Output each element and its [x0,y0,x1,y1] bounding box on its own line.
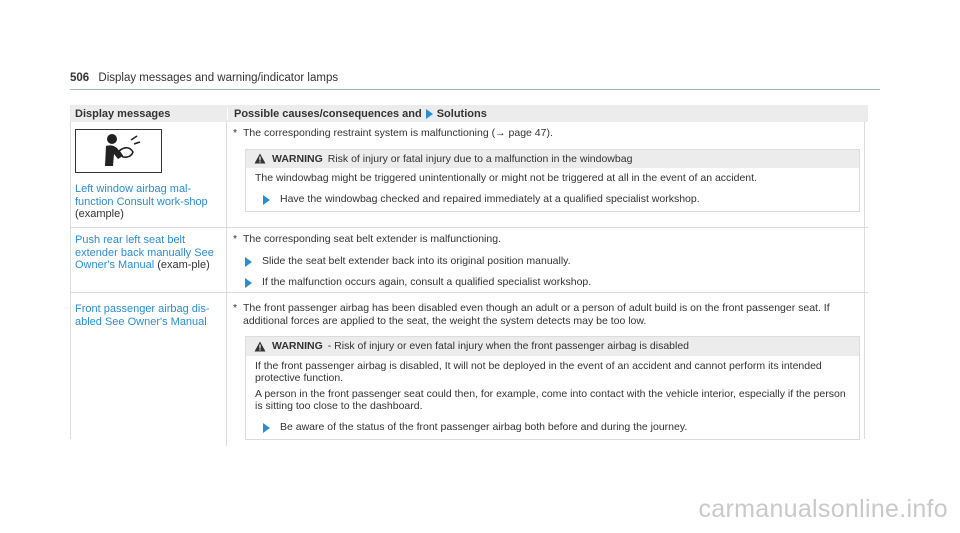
warning-triangle-icon [254,341,266,352]
warning-label: WARNING [272,340,323,352]
warning-box [245,149,860,213]
message-suffix: (example) [75,208,124,220]
cause-text: The corresponding seat belt extender is malfunctioning. [243,233,501,245]
causes-cell [227,122,868,227]
page-header [70,72,880,84]
col-header-display-messages: Display messages [75,107,171,120]
messages-table [70,105,868,446]
step-arrow-icon [263,423,270,433]
step-text: Slide the seat belt extender back into its original position manually. [262,254,571,267]
warning-text: If the front passenger airbag is disabled, It will not be deployed in the event of an accident and cannot perform its intended protective function. [255,359,822,384]
display-message-cell [70,293,227,446]
solution-step [245,276,860,289]
warning-label: WARNING [272,152,323,165]
step-arrow-icon [263,195,270,205]
warning-text: A person in the front passenger seat could then, for example, come into contact with the vehicle interior, especially if the person is sitting too close to the dashboard. [255,387,846,412]
warning-header [246,150,859,169]
solution-step [255,193,850,206]
col-header-solutions-text: Solutions [436,107,487,120]
solution-step [245,255,860,268]
airbag-person-icon [75,129,162,173]
warning-title: - Risk of injury or even fatal injury when the front passenger airbag is disabled [327,340,690,352]
step-arrow-icon [245,278,252,288]
step-text: Be aware of the status of the front passenger airbag both before and during the journey. [280,420,688,433]
message-text: Front passenger airbag dis-abled See Owner's Manual [75,303,210,328]
page-number: 506 [70,72,90,84]
cause-text: The front passenger airbag has been disabled even though an adult or a person of adult build is on the front passenger seat. If additional forces are applied to the seat, the weight the system detects may be too low. [243,302,830,327]
warning-title: Risk of injury or fatal injury due to a malfunction in the windowbag [327,152,633,165]
table-header [70,105,868,122]
warning-body [246,168,859,211]
solution-step [255,421,850,434]
table-row [70,122,868,228]
warning-text: The windowbag might be triggered unintentionally or might not be triggered at all in the event of an accident. [255,172,757,184]
step-arrow-icon [245,257,252,267]
display-message-cell [70,228,227,292]
warning-triangle-icon [254,153,266,164]
warning-body [246,356,859,440]
message-text: Left window airbag mal-function Consult work-shop [75,183,208,208]
col-header-causes-solutions [227,108,868,120]
solution-arrow-icon [426,109,433,119]
step-text: If the malfunction occurs again, consult a qualified specialist workshop. [262,276,592,288]
warning-box [245,336,860,440]
cause-item: * The corresponding seat belt extender is malfunctioning. [233,233,860,246]
message-text: Push rear left seat belt extender back manually See Owner's Manual [75,234,214,271]
table-row [70,293,868,446]
causes-cell [227,228,868,292]
cause-item: * The corresponding restraint system is malfunctioning (→ page 47). [233,127,860,140]
display-message-cell [70,122,227,227]
causes-cell [227,293,868,446]
page-title: Display messages and warning/indicator lamps [98,72,339,84]
message-suffix: (exam-ple) [157,259,210,271]
cause-text: The corresponding restraint system is malfunctioning (→ page 47). [243,127,553,139]
step-text: Have the windowbag checked and repaired immediately at a qualified specialist workshop. [280,192,700,205]
warning-header [246,337,859,356]
watermark: carmanualsonline.info [698,495,948,523]
table-row [70,228,868,293]
header-divider [70,89,880,90]
col-header-causes-text: Possible causes/consequences and [234,107,422,120]
cause-item: * The front passenger airbag has been disabled even though an adult or a person of adult build is on the front passenger seat. If additional forces are applied to the seat, the weight the system detects may be too low. [233,302,860,327]
